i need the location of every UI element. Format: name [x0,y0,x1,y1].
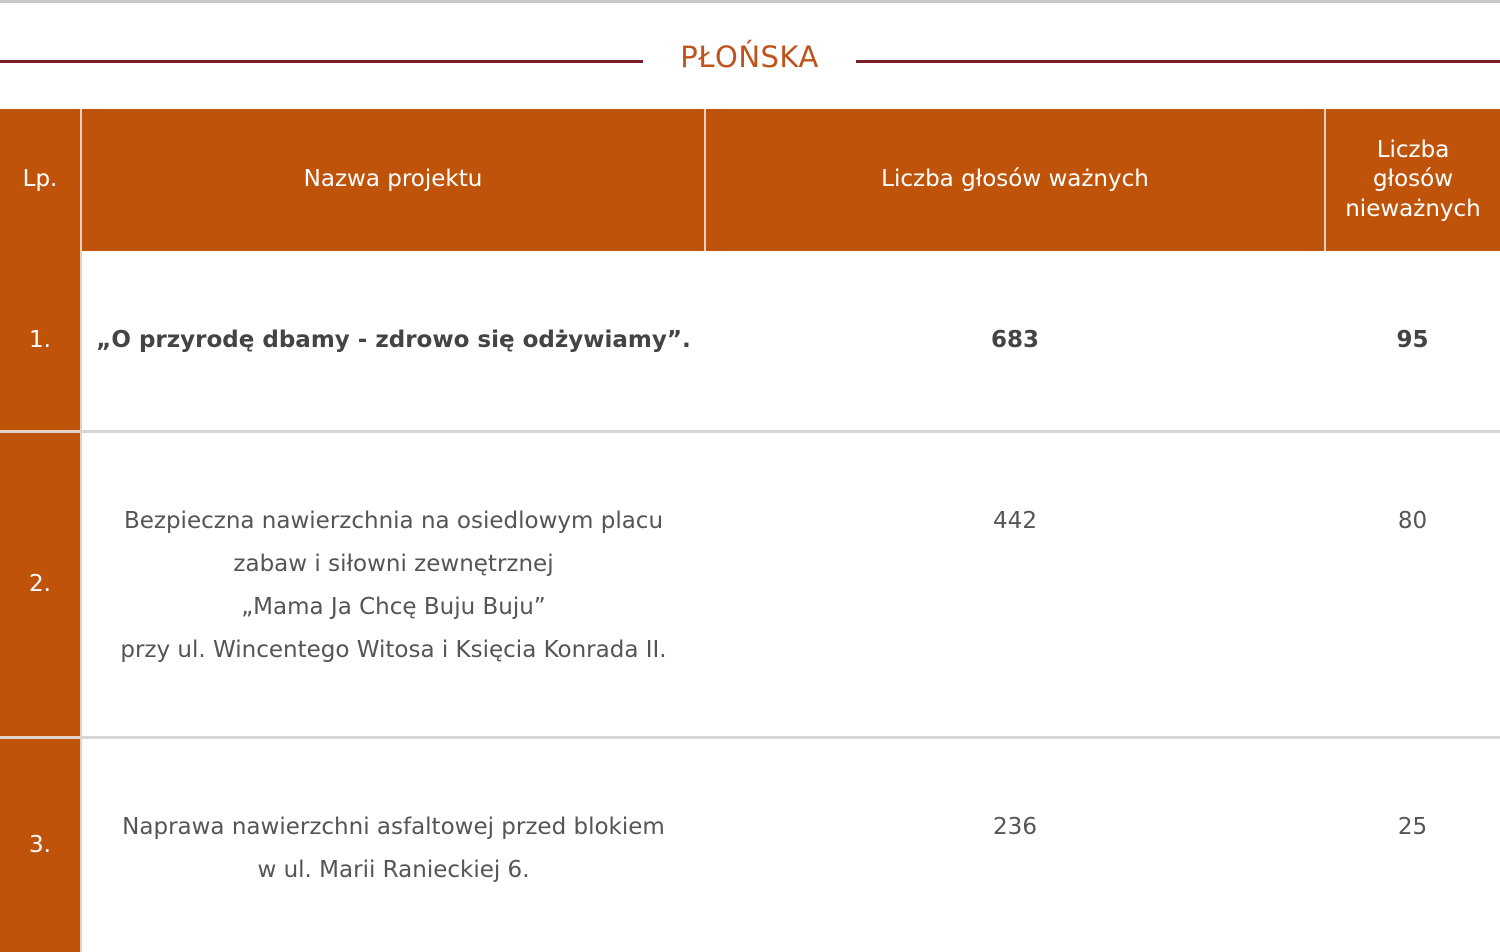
invalid-votes: 95 [1325,251,1500,431]
table-row [0,431,1500,737]
heading-rule-right [856,60,1500,63]
project-name [81,251,705,431]
row-number: 1. [0,251,81,431]
valid-votes: 683 [705,251,1325,431]
section-heading [0,34,1500,86]
project-name-line: w ul. Marii Ranieckiej 6. [257,856,530,883]
project-name-line: Bezpieczna nawierzchnia na osiedlowym placu [123,507,664,534]
project-name-line: „O przyrodę dbamy - zdrowo się odżywiamy”. [96,326,691,353]
project-name [81,737,705,952]
invalid-votes: 25 [1397,813,1428,840]
section-title: PŁOŃSKA [680,40,819,74]
header-invalid-votes: Liczba głosów nieważnych [1325,109,1500,251]
row-number: 2. [0,431,81,737]
project-name-line: Naprawa nawierzchni asfaltowej przed blokiem [122,813,665,840]
valid-votes: 236 [993,813,1037,840]
results-table [0,109,1500,952]
table-row [0,251,1500,431]
project-name-line: przy ul. Wincentego Witosa i Księcia Konrada II. [120,636,667,663]
table-row [0,737,1500,952]
heading-rule-left [0,60,643,63]
project-name-line: „Mama Ja Chcę Buju Buju” [241,593,546,620]
header-lp: Lp. [0,109,81,251]
header-valid-votes: Liczba głosów ważnych [705,109,1325,251]
valid-votes: 442 [705,431,1325,737]
invalid-votes: 80 [1325,431,1500,737]
header-project-name: Nazwa projektu [81,109,705,251]
project-name [81,431,705,737]
table-header-row [0,109,1500,251]
project-name-line: zabaw i siłowni zewnętrznej [233,550,554,577]
row-number: 3. [0,737,81,952]
top-divider [0,0,1500,3]
